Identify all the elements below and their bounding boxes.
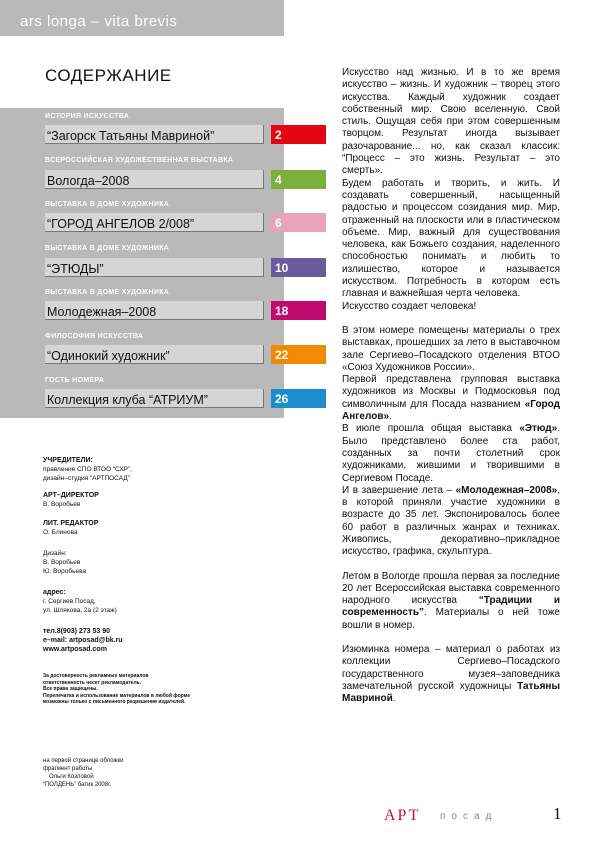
legal-line: За достоверность рекламных материалов bbox=[43, 673, 149, 679]
credits-contacts bbox=[43, 627, 123, 654]
phone: тел.8(903) 273 53 90 bbox=[43, 628, 111, 635]
toc-entry-title[interactable]: Коллекция клуба “АТРИУМ” bbox=[45, 389, 264, 408]
article-emphasis: «Молодежная–2008» bbox=[455, 484, 558, 496]
editorial-article bbox=[342, 67, 560, 706]
legal-line: Перепечатка и использование материалов в любой форме bbox=[43, 692, 191, 699]
toc-section-label: ВЫСТАВКА В ДОМЕ ХУДОЖНИКА bbox=[45, 289, 170, 296]
lit-editor-label: ЛИТ. РЕДАКТОР bbox=[43, 520, 99, 527]
credits-art-director bbox=[43, 491, 99, 509]
credits-legal bbox=[43, 673, 190, 706]
article-paragraph: Летом в Вологде прошла первая за последние 20 лет Всероссийская выставка современного народного искусства “Традиции и современность”. Материалы о ней тоже вошли в номер. bbox=[342, 570, 560, 631]
founders-label: УЧРЕДИТЕЛИ: bbox=[43, 457, 93, 464]
credits-address bbox=[43, 588, 117, 615]
toc-page-number[interactable]: 18 bbox=[271, 301, 326, 320]
legal-line: ответственность несет рекламодатель. bbox=[43, 679, 142, 686]
article-emphasis: “Традиции и современность” bbox=[342, 595, 560, 619]
design-label: Дизайн: bbox=[43, 550, 67, 557]
toc-entry-title[interactable]: “Загорск Татьяны Мавриной” bbox=[45, 125, 264, 144]
address-line: г. Сергиев Посад, bbox=[43, 598, 96, 605]
design-name: В. Воробьев bbox=[43, 559, 81, 566]
toc-section-label: ВЫСТАВКА В ДОМЕ ХУДОЖНИКА bbox=[45, 201, 170, 208]
article-paragraph: Искусство над жизнью. И в то же время искусство – жизнь. И художник – творец этого искусства. Каждый художник создает собственный мир. Свою вселенную. Свой стиль. Ощущая себя при этом совершенным творцом. Результат иногда вызывает разочарование... но, как сказал классик: “Процесс – это жизнь. Результат – это смерть». bbox=[342, 67, 560, 177]
article-paragraph: Изюминка номера – материал о работах из коллекции Сергиево–Посадского государственного музея–заповедника замечательной русской художницы Татьяны Мавриной. bbox=[342, 644, 560, 705]
cover-line: на первой странице обложки bbox=[43, 758, 124, 764]
toc-title: СОДЕРЖАНИЕ bbox=[45, 66, 172, 85]
brand-logo: АРТ bbox=[384, 807, 421, 824]
credits-cover bbox=[43, 757, 124, 789]
brand-logo-suffix: посад bbox=[440, 811, 498, 822]
toc-entry-title[interactable]: “ЭТЮДЫ” bbox=[45, 258, 264, 277]
founders-line: дизайн–студия “АРТПОСАД” bbox=[43, 475, 130, 482]
toc-section-label: ВСЕРОССИЙСКАЯ ХУДОЖЕСТВЕННАЯ ВЫСТАВКА bbox=[45, 157, 234, 164]
toc-page-number[interactable]: 22 bbox=[271, 345, 326, 364]
credits-design bbox=[43, 549, 86, 576]
toc-section-label: ИСТОРИЯ ИСКУССТВА bbox=[45, 113, 130, 120]
website-link[interactable]: www.artposad.com bbox=[43, 646, 107, 653]
article-paragraph: Первой представлена групповая выставка художников из Москвы и Подмосковья под символичным для Посада названием «Город Ангелов». bbox=[342, 374, 560, 423]
art-director-label: АРТ–ДИРЕКТОР bbox=[43, 492, 99, 499]
article-paragraph: В июле прошла общая выставка «Этюд». Было представлено более ста работ, созданных за почти столетний срок художниками, жившими и творившими в Сергиевом Посаде. bbox=[342, 423, 560, 484]
cover-line: “ПОЛДЕНЬ” батик 2008г. bbox=[43, 782, 112, 788]
founders-line: правление СПО ВТОО “СХР”, bbox=[43, 466, 132, 473]
address-label: адрес: bbox=[43, 589, 66, 596]
toc-page-number[interactable]: 2 bbox=[271, 125, 326, 144]
toc-entry-title[interactable]: “ГОРОД АНГЕЛОВ 2/008” bbox=[45, 213, 264, 232]
article-emphasis: «Этюд» bbox=[519, 423, 558, 435]
page-number: 1 bbox=[553, 804, 562, 823]
toc-entry-title[interactable]: Молодежная–2008 bbox=[45, 301, 264, 320]
cover-line: фрагмент работы bbox=[43, 766, 93, 772]
credits-lit-editor bbox=[43, 519, 98, 537]
toc-section-label: ФИЛОСОФИЯ ИСКУССТВА bbox=[45, 333, 144, 340]
toc-page-number[interactable]: 4 bbox=[271, 170, 326, 189]
email-link[interactable]: e–mail: artposad@bk.ru bbox=[43, 637, 123, 644]
toc-section-label: ГОСТЬ НОМЕРА bbox=[45, 377, 105, 384]
article-emphasis: «Город Ангелов» bbox=[342, 398, 560, 423]
header-strip bbox=[0, 0, 284, 36]
toc-entry-title[interactable]: “Одинокий художник” bbox=[45, 345, 264, 364]
article-paragraph: Будем работать и творить, и жить. И создавать совершенный, насыщенный радостью и процессом созидания мир. Мир, отраженный на плоскости или в пластическом объеме. Мир, важный для существования человека, как Божьего создания, наделенного способностью понимать и любить то излишество, которое и называется искусством. Потребность в котором есть главная и важнейшая черта человека. bbox=[342, 177, 560, 300]
toc-page-number[interactable]: 26 bbox=[271, 389, 326, 408]
article-paragraph: Искусство создает человека! bbox=[342, 300, 477, 312]
design-name: Ю. Воробьева bbox=[43, 568, 87, 575]
toc-page-number[interactable]: 6 bbox=[271, 213, 326, 232]
toc-section-label: ВЫСТАВКА В ДОМЕ ХУДОЖНИКА bbox=[45, 245, 170, 252]
legal-line: возможны только с письменного разрешения издателей. bbox=[43, 699, 186, 705]
lit-editor-name: О. Блинова bbox=[43, 529, 78, 536]
credits-founders bbox=[43, 456, 132, 483]
article-paragraph: И в завершение лета – «Молодежная–2008», в которой приняли участие художники в возрасте до 35 лет. Экспонировалось более 60 работ в различных жанрах и техниках. Живопись, декоративно–прикладное искусство, графика, скульптура. bbox=[342, 484, 560, 558]
article-emphasis: Татьяны Мавриной bbox=[342, 680, 560, 705]
header-tagline: ars longa – vita brevis bbox=[20, 13, 178, 30]
address-line: ул. Шлякова, 2а (2 этаж) bbox=[43, 607, 117, 614]
cover-line: Ольги Козловой bbox=[49, 774, 94, 780]
art-director-name: В. Воробьев bbox=[43, 501, 81, 508]
toc-page-number[interactable]: 10 bbox=[271, 258, 326, 277]
toc-entry-title[interactable]: Вологда–2008 bbox=[45, 170, 264, 189]
article-paragraph: В этом номере помещены материалы о трех выставках, прошедших за лето в выставочном зале Сергиево–Посадского отделения ВТОО «Союз Художников России». bbox=[342, 324, 560, 373]
legal-line: Все права защищены. bbox=[43, 686, 98, 692]
